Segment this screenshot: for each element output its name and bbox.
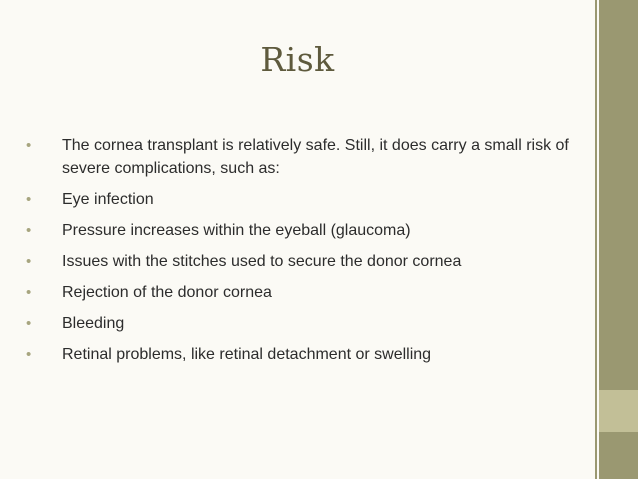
slide-title: Risk: [260, 40, 335, 79]
bullet-item: [26, 343, 586, 366]
bullet-text: Eye infection: [62, 191, 154, 208]
bullet-item: [26, 188, 586, 211]
bullet-text: Rejection of the donor cornea: [62, 284, 272, 301]
bullet-icon: •: [26, 137, 32, 154]
bullet-item: [26, 219, 586, 242]
bullet-list: [26, 134, 586, 374]
bullet-text: Retinal problems, like retinal detachment or swelling: [62, 346, 432, 363]
bullet-icon: •: [26, 191, 32, 208]
bullet-item: [26, 134, 586, 180]
bullet-icon: •: [26, 222, 32, 239]
side-accent-block: [599, 390, 638, 432]
bullet-icon: •: [26, 315, 32, 332]
bullet-text: Bleeding: [62, 315, 125, 332]
bullet-icon: •: [26, 253, 32, 270]
bullet-text: The cornea transplant is relatively safe. Still, it does carry a small risk of severe complications, such as:: [62, 137, 569, 177]
bullet-icon: •: [26, 346, 32, 363]
bullet-item: [26, 281, 586, 304]
bullet-item: [26, 312, 586, 335]
bullet-text: Pressure increases within the eyeball (glaucoma): [62, 222, 411, 239]
bullet-text: Issues with the stitches used to secure the donor cornea: [62, 253, 462, 270]
bullet-item: [26, 250, 586, 273]
bullet-icon: •: [26, 284, 32, 301]
